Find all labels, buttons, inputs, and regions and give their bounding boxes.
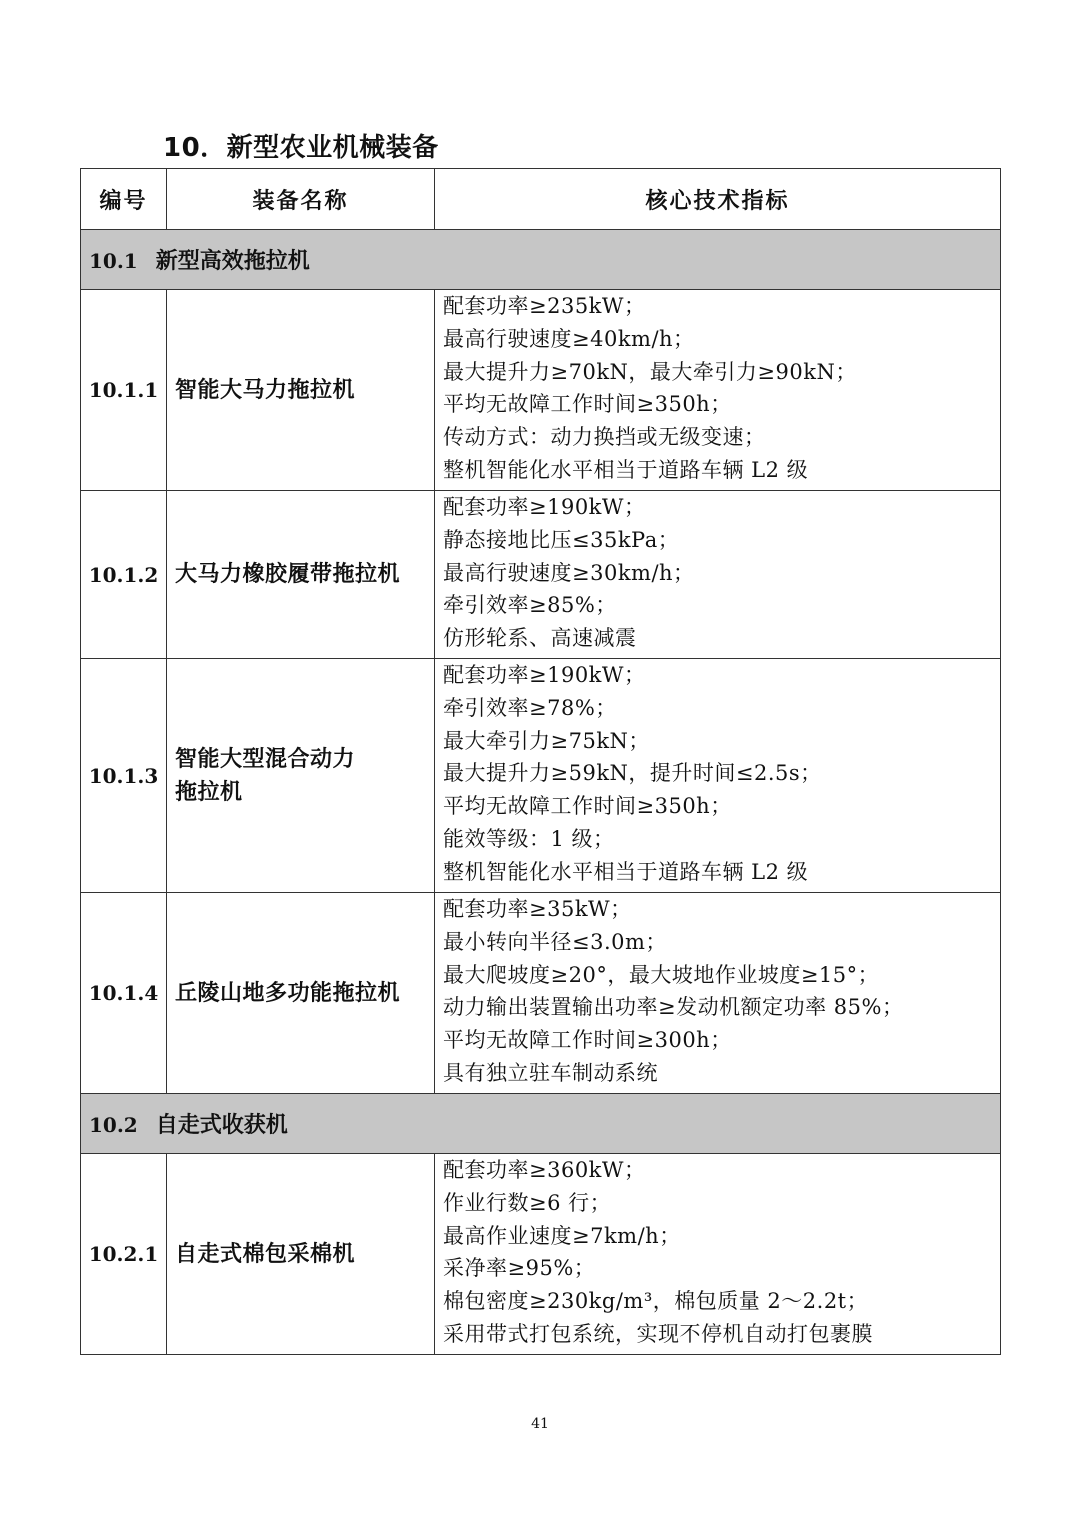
spec-line: 最大牵引力≥75kN； [443,728,650,753]
spec-line: 牵引效率≥78%； [443,695,617,720]
spec-line: 动力输出装置输出功率≥发动机额定功率 85%； [443,995,904,1020]
row-specs [435,893,1001,1094]
spec-line: 配套功率≥190kW； [443,495,646,519]
table-row-10-1-3 [81,659,1001,893]
row-name: 丘陵山地多功能拖拉机 [167,893,435,1094]
row-code: 10.1.3 [81,659,167,893]
spec-line: 平均无故障工作时间≥350h； [443,392,732,417]
spec-line: 采用带式打包系统，实现不停机自动打包裹膜 [443,1321,873,1346]
spec-line: 牵引效率≥85%； [443,593,617,618]
spec-line: 棉包密度≥230kg/m³，棉包质量 2～2.2t； [443,1289,869,1314]
spec-line: 最小转向半径≤3.0m； [443,929,667,954]
row-specs [435,659,1001,893]
spec-line: 最高行驶速度≥40km/h； [443,326,695,351]
spec-line: 最高作业速度≥7km/h； [443,1223,681,1248]
spec-line: 能效等级：1 级； [443,826,615,851]
spec-line: 仿形轮系、高速减震 [443,626,637,651]
row-specs [435,491,1001,659]
spec-line: 静态接地比压≤35kPa； [443,527,680,552]
spec-line: 平均无故障工作时间≥300h； [443,1028,732,1053]
spec-line: 配套功率≥35kW； [443,897,632,921]
row-code: 10.1.1 [81,290,167,491]
group-label: 自走式收获机 [155,1113,288,1138]
spec-line: 采净率≥95%； [443,1256,596,1281]
row-name: 大马力橡胶履带拖拉机 [167,491,435,659]
row-name: 自走式棉包采棉机 [167,1154,435,1355]
table-row-10-1-1 [81,290,1001,491]
header-specs: 核心技术指标 [435,169,1001,230]
spec-line: 整机智能化水平相当于道路车辆 L2 级 [443,457,809,482]
spec-line: 配套功率≥190kW； [443,663,646,687]
row-specs [435,1154,1001,1355]
row-code: 10.1.2 [81,491,167,659]
spec-line: 传动方式：动力换挡或无级变速； [443,425,766,450]
row-name: 智能大马力拖拉机 [167,290,435,491]
header-name: 装备名称 [167,169,435,230]
spec-line: 平均无故障工作时间≥350h； [443,794,732,819]
spec-line: 配套功率≥360kW； [443,1158,646,1182]
name-line: 拖拉机 [175,779,243,805]
page-number: 41 [531,1416,549,1432]
row-specs [435,290,1001,491]
table-header-row [81,169,1001,230]
spec-line: 作业行数≥6 行； [443,1190,612,1215]
group-number: 10.2 [89,1113,138,1137]
header-code: 编号 [81,169,167,230]
group-row-10-1 [81,230,1001,290]
section-title: 10．新型农业机械装备 [163,133,439,163]
spec-line: 最大提升力≥59kN，提升时间≤2.5s； [443,761,822,786]
equipment-spec-table [80,168,1001,1355]
group-number: 10.1 [89,249,138,273]
spec-line: 整机智能化水平相当于道路车辆 L2 级 [443,859,809,884]
spec-line: 具有独立驻车制动系统 [443,1060,658,1085]
group-label: 新型高效拖拉机 [155,249,310,274]
spec-line: 配套功率≥235kW； [443,294,646,318]
spec-line: 最大爬坡度≥20°，最大坡地作业坡度≥15°； [443,962,880,987]
table-row-10-1-4 [81,893,1001,1094]
spec-line: 最高行驶速度≥30km/h； [443,560,695,585]
table-row-10-2-1 [81,1154,1001,1355]
group-row-10-2 [81,1094,1001,1154]
row-code: 10.1.4 [81,893,167,1094]
row-code: 10.2.1 [81,1154,167,1355]
name-line: 智能大型混合动力 [175,746,356,772]
table-row-10-1-2 [81,491,1001,659]
row-name [167,659,435,893]
spec-line: 最大提升力≥70kN，最大牵引力≥90kN； [443,359,857,384]
